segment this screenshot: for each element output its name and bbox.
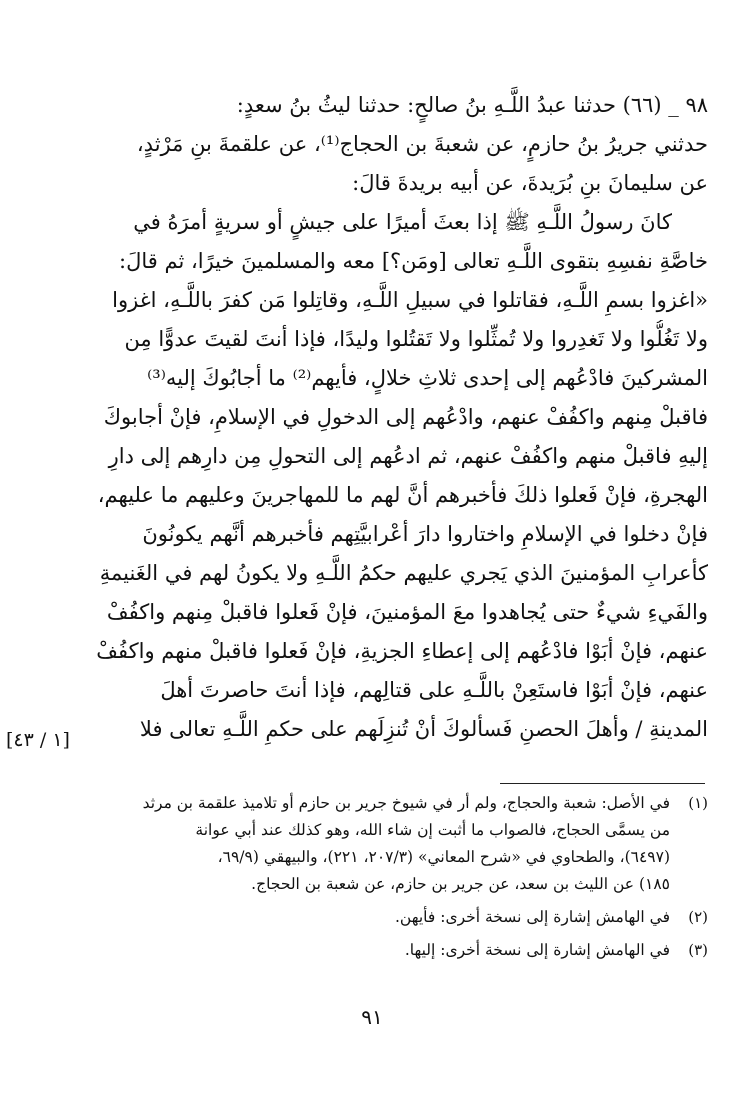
footnote-line: في الهامش إشارة إلى نسخة أخرى: فأيهن. — [395, 908, 670, 926]
text-line: المشركينَ فادْعُهم إلى إحدى ثلاثِ خلالٍ، فأيهم⁽²⁾ ما أجابُوكَ إليه⁽³⁾ — [147, 366, 708, 390]
text-line: فاقبلْ مِنهم واكفُفْ عنهم، وادْعُهم إلى الدخولِ في الإسلامِ، فإنْ أجابوكَ — [103, 405, 708, 429]
text-line: ٩٨ _ (٦٦) حدثنا عبدُ اللَّـهِ بنُ صالحٍ: حدثنا ليثُ بنُ سعدٍ: — [236, 93, 708, 117]
footnote-number: (١) — [688, 794, 708, 812]
text-line: عن سليمانَ بنِ بُرَيدةَ، عن أبيه بريدةَ قالَ: — [352, 171, 708, 195]
text-line: الهجرةِ، فإنْ فَعلوا ذلكَ فأخبرهم أنَّ لهم ما للمهاجرينَ وعليهم ما عليهم، — [97, 483, 708, 507]
text-line: المدينةِ / وأهلَ الحصنِ فَسألوكَ أنْ تُنزِلَهم على حكمِ اللَّـهِ تعالى فلا — [139, 717, 708, 741]
footnotes — [64, 790, 708, 964]
footnote-line: في الأصل: شعبة والحجاج، ولم أر في شيوخ جرير بن حازم أو تلاميذ علقمة بن مرثد — [142, 794, 670, 812]
page-number: ٩١ — [361, 1005, 383, 1029]
text-line: ولا تَغُلُّوا ولا تَغدِروا ولا تُمثِّلوا ولا تَقتُلوا وليدًا، فإذا أنتَ لقيتَ عدوًّا مِن — [124, 327, 708, 351]
footnote-line: (٦٤٩٧)، والطحاوي في «شرح المعاني» (٢٠٧/٣، ٢٢١)، والبيهقي (٦٩/٩، — [217, 848, 670, 866]
manuscript-folio-marker: [١ / ٤٣] — [6, 729, 70, 751]
footnote-line: ١٨٥) عن الليث بن سعد، عن جرير بن حازم، عن شعبة بن الحجاج. — [251, 875, 670, 893]
footnote-1 — [64, 790, 708, 898]
text-line: فإنْ دخلوا في الإسلامِ واختاروا دارَ أعْرابيَّتِهم فأخبرهم أنَّهم يكونُونَ — [142, 522, 708, 546]
text-line: «اغزوا بسمِ اللَّـهِ، فقاتلوا في سبيلِ اللَّـهِ، وقاتِلوا مَن كفرَ باللَّـهِ، اغزوا — [112, 288, 708, 312]
footnote-line: من يسمَّى الحجاج، فالصواب ما أثبت إن شاء الله، وهو كذلك عند أبي عوانة — [195, 821, 670, 839]
text-line: والفَيءِ شيءٌ حتى يُجاهدوا معَ المؤمنينَ، فإنْ فَعلوا فاقبلْ مِنهم واكفُفْ — [106, 600, 708, 624]
footnote-3 — [64, 937, 708, 964]
footnote-number: (٢) — [688, 908, 708, 926]
footnote-separator — [500, 783, 705, 784]
footnote-2 — [64, 904, 708, 931]
text-line: عنهم، فإنْ أبَوْا فادْعُهم إلى إعطاءِ الجزيةِ، فإنْ فَعلوا فاقبلْ منهم واكفُفْ — [96, 639, 708, 663]
text-line: كانَ رسولُ اللَّـهِ ﷺ إذا بعثَ أميرًا على جيشٍ أو سريةٍ أمرَهُ في — [133, 210, 672, 234]
text-line: عنهم، فإنْ أبَوْا فاستَعِنْ باللَّـهِ على قتالِهم، فإذا أنتَ حاصرتَ أهلَ — [160, 678, 708, 702]
text-line: حدثني جريرُ بنُ حازمٍ، عن شعبةَ بن الحجاج⁽¹⁾، عن علقمةَ بنِ مَرْثدٍ، — [136, 132, 708, 156]
text-line: خاصَّةِ نفسِهِ بتقوى اللَّـهِ تعالى [ومَن؟] معه والمسلمينَ خيرًا، ثم قالَ: — [119, 249, 708, 273]
footnote-line: في الهامش إشارة إلى نسخة أخرى: إليها. — [404, 941, 670, 959]
text-line: كأعرابِ المؤمنينَ الذي يَجري عليهم حكمُ اللَّـهِ ولا يكونُ لهم في الغَنيمةِ — [99, 561, 708, 585]
hadith-text — [40, 86, 708, 749]
footnote-number: (٣) — [688, 941, 708, 959]
text-line: إليهِ فاقبلْ منهم واكفُفْ عنهم، ثم ادعُهم إلى التحولِ مِن دارِهم إلى دارِ — [108, 444, 708, 468]
